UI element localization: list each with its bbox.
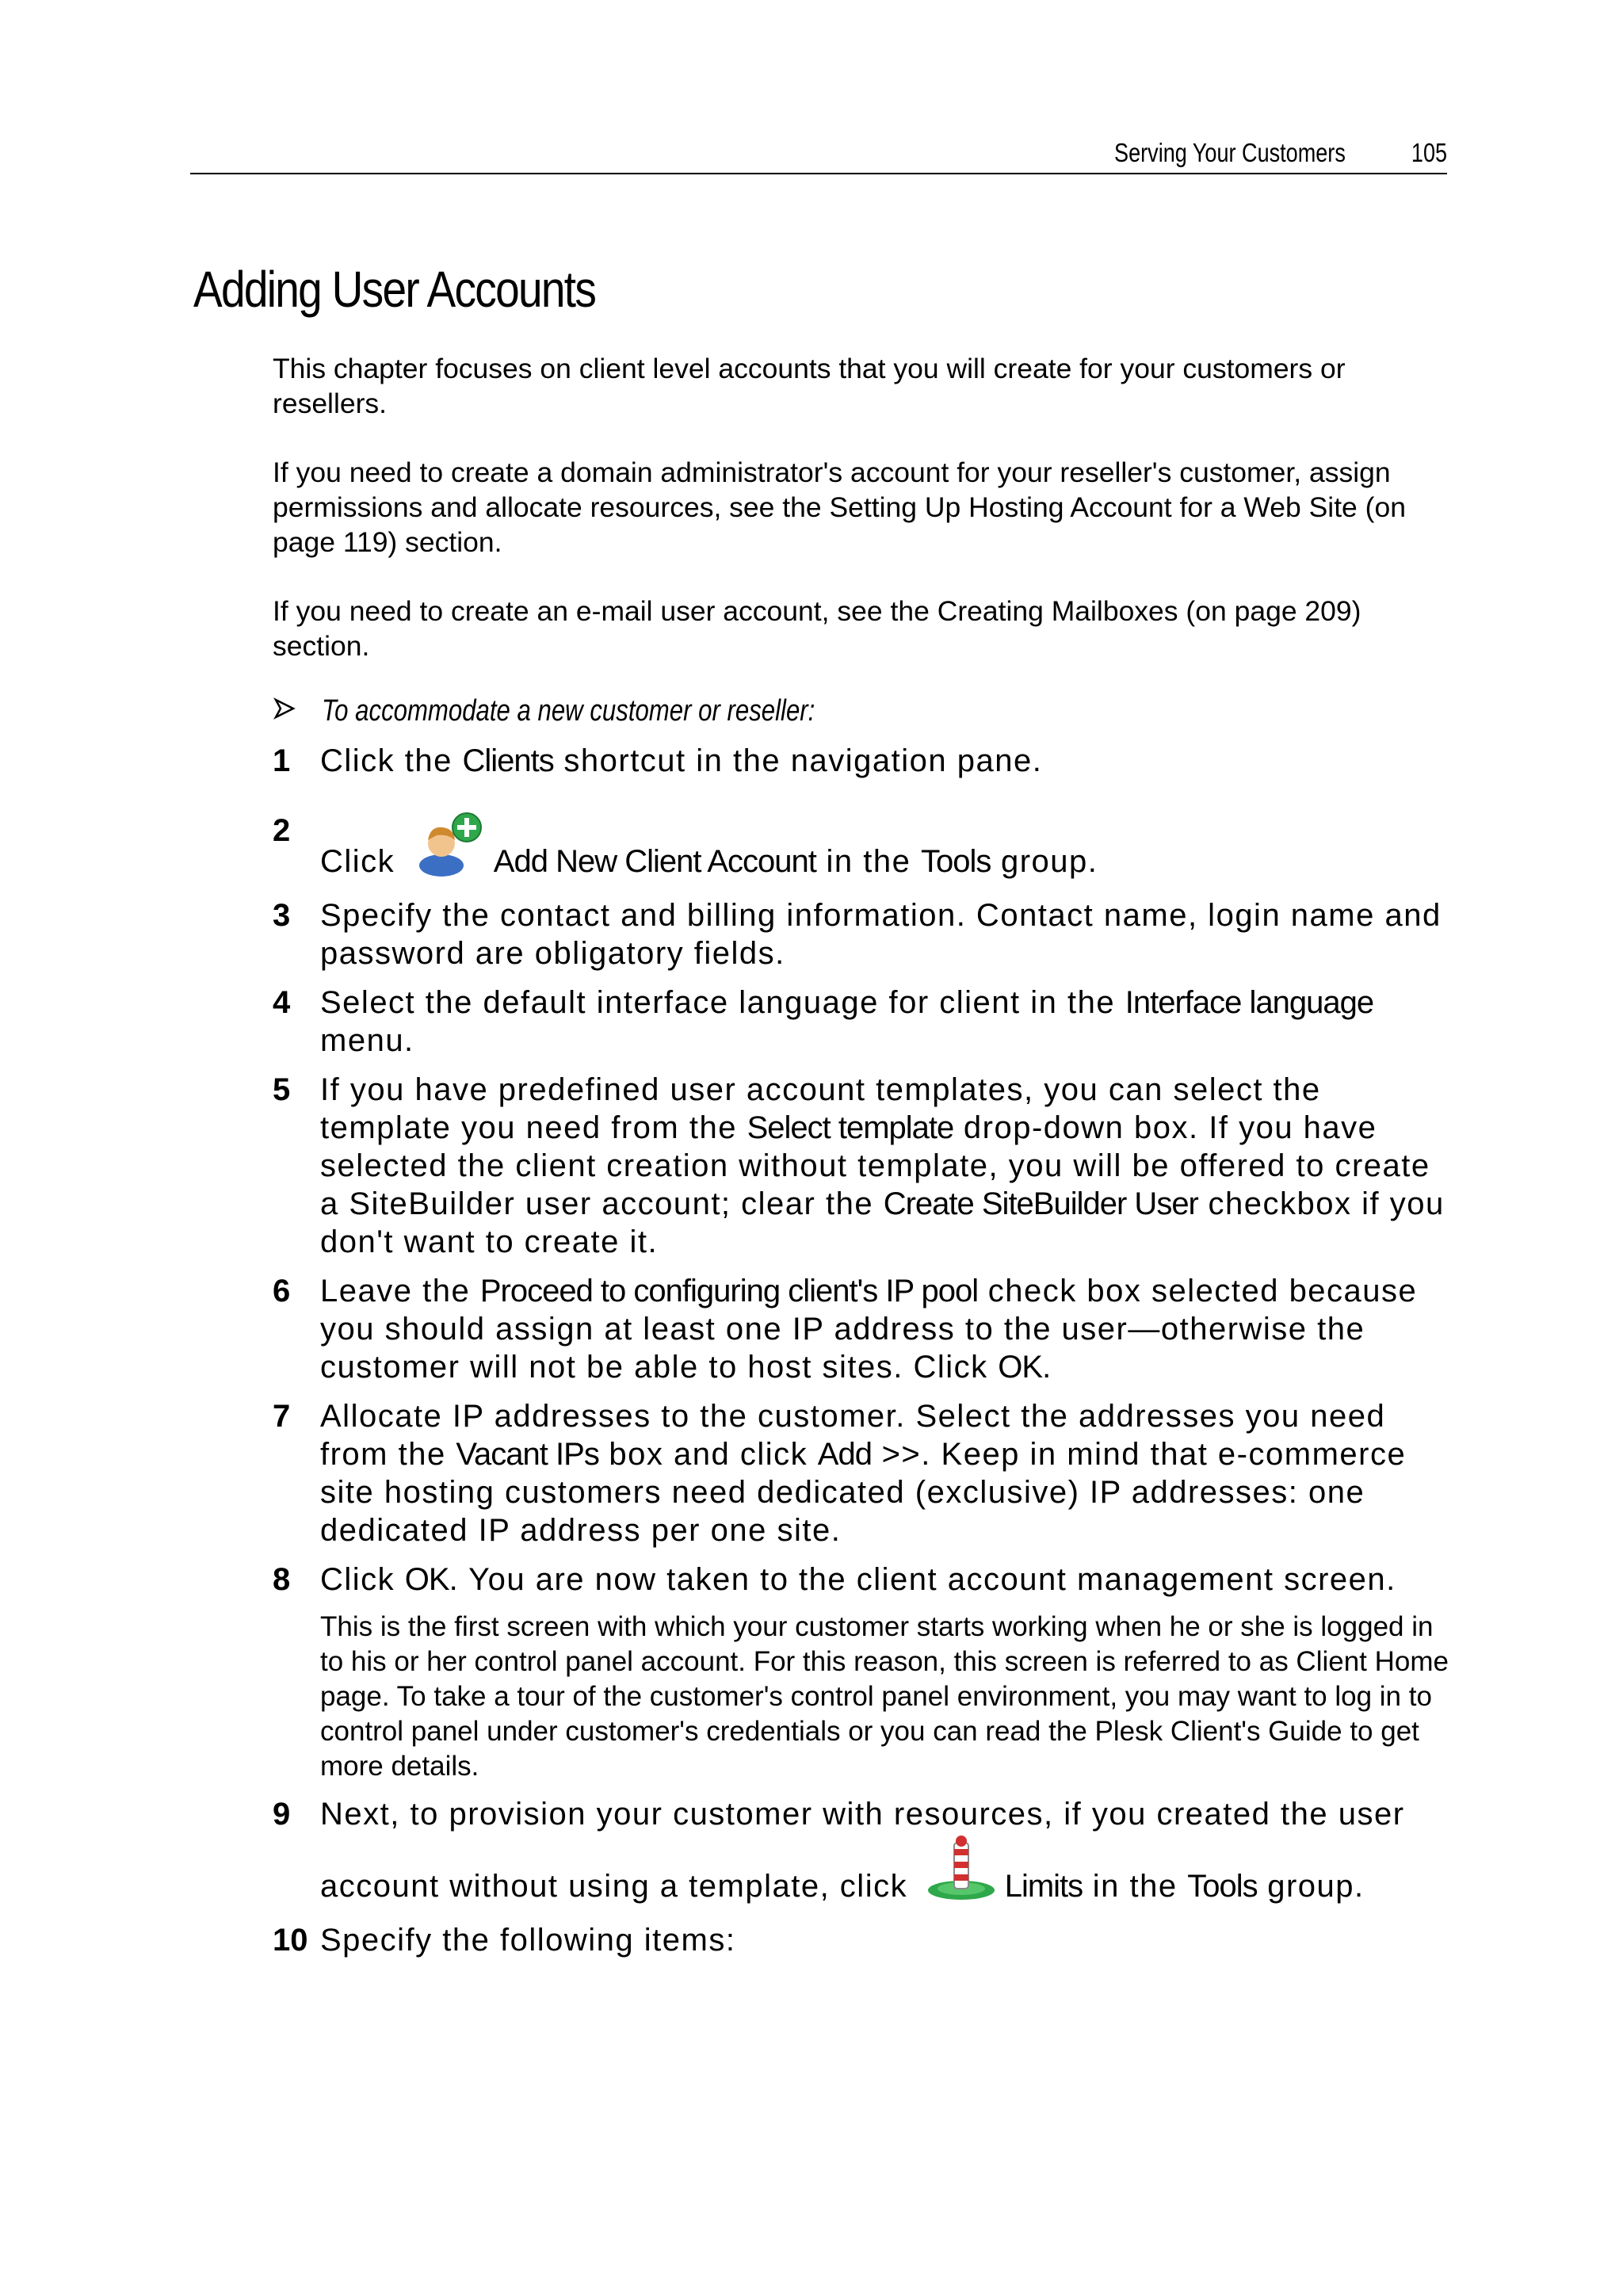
step-text: . You are now taken to the client account management screen. — [449, 1562, 1396, 1597]
step-number: 4 — [273, 985, 291, 1020]
step-number: 8 — [273, 1562, 291, 1597]
step-text: Leave the — [320, 1274, 480, 1308]
step-note: This is the first screen with which your customer starts working when he or she is logged in to his or her control panel account. For this reason, this screen is referred to as Client Home page. To take a tour of the customer's control panel environment, you may want to log in to control panel under customer's credentials or you can read the Plesk Client's Guide to get more details. — [320, 1611, 1449, 1782]
step-text: box and click — [598, 1437, 818, 1472]
step-number: 7 — [273, 1399, 291, 1434]
ui-term: Tools — [1187, 1869, 1258, 1904]
step-2 — [273, 812, 1453, 885]
step-number: 1 — [273, 743, 291, 778]
step-text: check box selected because you should assign at least one IP address to the user—otherwise the customer will not be able to host sites. Click — [320, 1274, 1418, 1385]
step-number: 2 — [273, 813, 291, 848]
ui-term: Proceed to configuring client's IP pool — [479, 1274, 979, 1308]
step-9 — [273, 1795, 1453, 1910]
header-section-title: Serving Your Customers — [1114, 138, 1346, 167]
step-text: group. — [1257, 1869, 1365, 1904]
step-text: in the — [1083, 1869, 1188, 1904]
intro-paragraph-3: If you need to create an e-mail user account, see the Creating Mailboxes (on page 209) section. — [273, 595, 1361, 662]
step-number: 3 — [273, 898, 291, 933]
ui-term: Add New Client Account — [493, 844, 816, 879]
limits-icon — [926, 1833, 997, 1910]
step-text: >>. Keep in mind that e-commerce site hosting customers need dedicated (exclusive) IP addresses: one dedicated IP address per one site. — [320, 1437, 1407, 1548]
step-number: 10 — [273, 1923, 308, 1958]
arrow-bullet-icon — [273, 694, 322, 728]
step-6 — [273, 1272, 1453, 1386]
step-8 — [273, 1561, 1453, 1784]
step-10 — [273, 1921, 1453, 1959]
running-header — [190, 135, 1447, 174]
page-title: Adding User Accounts — [193, 261, 596, 318]
step-text: menu. — [320, 1023, 414, 1058]
ui-term: Add — [817, 1437, 872, 1472]
step-4 — [273, 984, 1453, 1060]
step-text: checkbox if you don't want to create it. — [320, 1186, 1445, 1259]
step-text: Specify the contact and billing information. Contact name, login name and password are obligatory fields. — [320, 898, 1442, 971]
step-text: If you have predefined user account templates, you can select the template you need from the — [320, 1072, 1321, 1145]
step-text: Select the default interface language for client in the — [320, 985, 1125, 1020]
step-text: shortcut in the navigation pane. — [553, 743, 1043, 778]
ui-term: Select template — [747, 1110, 954, 1145]
step-text: drop-down box. If you have selected the client creation without template, you will be offered to create a SiteBuilder user account; clear the — [320, 1110, 1430, 1221]
step-number: 5 — [273, 1072, 291, 1107]
task-heading-text: To accommodate a new customer or reseller: — [322, 694, 815, 728]
ui-term: Create SiteBuilder User — [883, 1186, 1198, 1221]
step-7 — [273, 1397, 1453, 1549]
procedure-steps — [273, 742, 1453, 1970]
step-number: 9 — [273, 1797, 291, 1832]
ui-term: Interface language — [1125, 985, 1374, 1020]
step-3 — [273, 896, 1453, 972]
step-1 — [273, 742, 1453, 780]
step-text: group. — [991, 844, 1098, 879]
page-number: 105 — [1411, 138, 1447, 167]
ui-term: Tools — [920, 844, 991, 879]
step-text: in the — [815, 844, 921, 879]
step-text: Allocate IP addresses to the customer. Select the addresses you need from the — [320, 1399, 1386, 1472]
intro-paragraph-2: If you need to create a domain administrator's account for your reseller's customer, assign permissions and allocate resources, see the Setting Up Hosting Account for a Web Site (on page 119) section. — [273, 457, 1406, 558]
intro-paragraph-1: This chapter focuses on client level accounts that you will create for your customers or resellers. — [273, 353, 1346, 419]
add-client-icon — [413, 812, 486, 885]
ui-term: Vacant IPs — [456, 1437, 599, 1472]
step-number: 6 — [273, 1274, 291, 1308]
ui-term: Clients — [462, 743, 554, 778]
ui-term: Limits — [1004, 1869, 1083, 1904]
ui-term: OK — [404, 1562, 449, 1597]
step-5 — [273, 1071, 1453, 1261]
ui-term: OK — [998, 1350, 1043, 1385]
step-text: Click the — [320, 743, 463, 778]
step-text: Click — [320, 844, 405, 879]
step-text: Next, to provision your customer with resources, if you created the user account without using a template, click — [320, 1797, 1405, 1904]
task-heading — [273, 694, 923, 728]
step-text: . — [1042, 1350, 1052, 1385]
step-text: Specify the following items: — [320, 1923, 736, 1958]
step-text: Click — [320, 1562, 405, 1597]
